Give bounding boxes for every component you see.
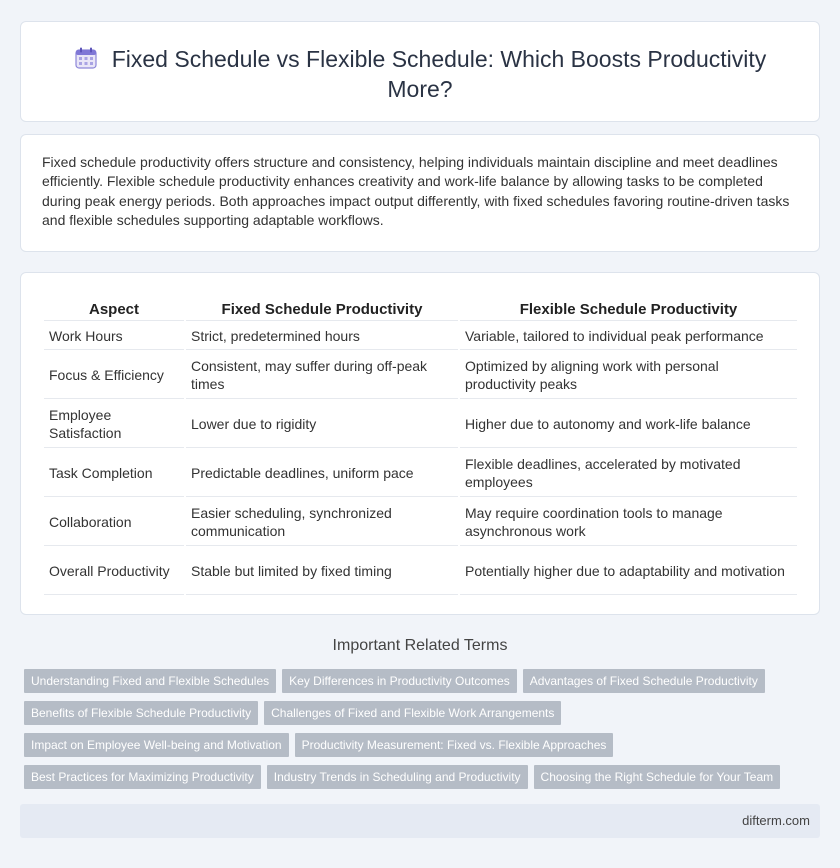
related-tag-link[interactable]: Benefits of Flexible Schedule Productivity: [24, 701, 258, 725]
cell-aspect: Overall Productivity: [44, 548, 184, 595]
cell-flexible: Variable, tailored to individual peak performance: [460, 323, 797, 350]
cell-fixed: Consistent, may suffer during off-peak times: [186, 352, 458, 399]
tag-row: [24, 765, 820, 797]
tag-row: [24, 733, 820, 765]
cell-fixed: Stable but limited by fixed timing: [186, 548, 458, 595]
cell-flexible: Potentially higher due to adaptability and motivation: [460, 548, 797, 595]
related-tag-link[interactable]: Choosing the Right Schedule for Your Team: [534, 765, 781, 789]
cell-flexible: Higher due to autonomy and work-life balance: [460, 401, 797, 448]
cell-fixed: Easier scheduling, synchronized communication: [186, 499, 458, 546]
header-aspect: Aspect: [44, 296, 184, 321]
comparison-table-card: [20, 272, 820, 615]
related-tag-link[interactable]: Productivity Measurement: Fixed vs. Flexible Approaches: [295, 733, 614, 757]
cell-fixed: Predictable deadlines, uniform pace: [186, 450, 458, 497]
table-row: [44, 499, 797, 546]
cell-flexible: Flexible deadlines, accelerated by motivated employees: [460, 450, 797, 497]
related-tag-link[interactable]: Advantages of Fixed Schedule Productivity: [523, 669, 765, 693]
page-title: Fixed Schedule vs Flexible Schedule: Which Boosts Productivity More?: [111, 46, 767, 102]
related-tag-link[interactable]: Challenges of Fixed and Flexible Work Arrangements: [264, 701, 561, 725]
title-card: [20, 21, 820, 122]
related-tags: [24, 669, 820, 797]
cell-aspect: Task Completion: [44, 450, 184, 497]
related-tag-link[interactable]: Understanding Fixed and Flexible Schedules: [24, 669, 276, 693]
table-row: [44, 548, 797, 595]
title-wrap: [61, 44, 779, 104]
calendar-icon: [74, 47, 98, 69]
table-row: [44, 352, 797, 399]
related-tag-link[interactable]: Impact on Employee Well-being and Motivation: [24, 733, 289, 757]
intro-card: [20, 134, 820, 252]
table-row: [44, 450, 797, 497]
cell-aspect: Focus & Efficiency: [44, 352, 184, 399]
related-tag-link[interactable]: Key Differences in Productivity Outcomes: [282, 669, 517, 693]
cell-flexible: Optimized by aligning work with personal productivity peaks: [460, 352, 797, 399]
comparison-table: [42, 294, 799, 597]
cell-flexible: May require coordination tools to manage asynchronous work: [460, 499, 797, 546]
tag-row: [24, 701, 820, 733]
footer: [20, 804, 820, 838]
related-tag-link[interactable]: Best Practices for Maximizing Productivity: [24, 765, 261, 789]
table-row: [44, 401, 797, 448]
cell-aspect: Work Hours: [44, 323, 184, 350]
header-fixed: Fixed Schedule Productivity: [186, 296, 458, 321]
header-flexible: Flexible Schedule Productivity: [460, 296, 797, 321]
intro-paragraph: Fixed schedule productivity offers structure and consistency, helping individuals maintain discipline and meet deadlines efficiently. Flexible schedule productivity enhances creativity and work-life balance by allowing tasks to be completed during peak energy periods. Both approaches impact output differently, with fixed schedules favoring routine-driven tasks and flexible schedules supporting adaptable workflows.: [42, 154, 790, 228]
cell-aspect: Collaboration: [44, 499, 184, 546]
related-tag-link[interactable]: Industry Trends in Scheduling and Productivity: [267, 765, 528, 789]
table-row: [44, 323, 797, 350]
cell-fixed: Lower due to rigidity: [186, 401, 458, 448]
cell-aspect: Employee Satisfaction: [44, 401, 184, 448]
footer-site-link[interactable]: difterm.com: [742, 813, 810, 828]
related-terms-heading: Important Related Terms: [332, 637, 508, 654]
tag-row: [24, 669, 820, 701]
table-header-row: [44, 296, 797, 321]
cell-fixed: Strict, predetermined hours: [186, 323, 458, 350]
